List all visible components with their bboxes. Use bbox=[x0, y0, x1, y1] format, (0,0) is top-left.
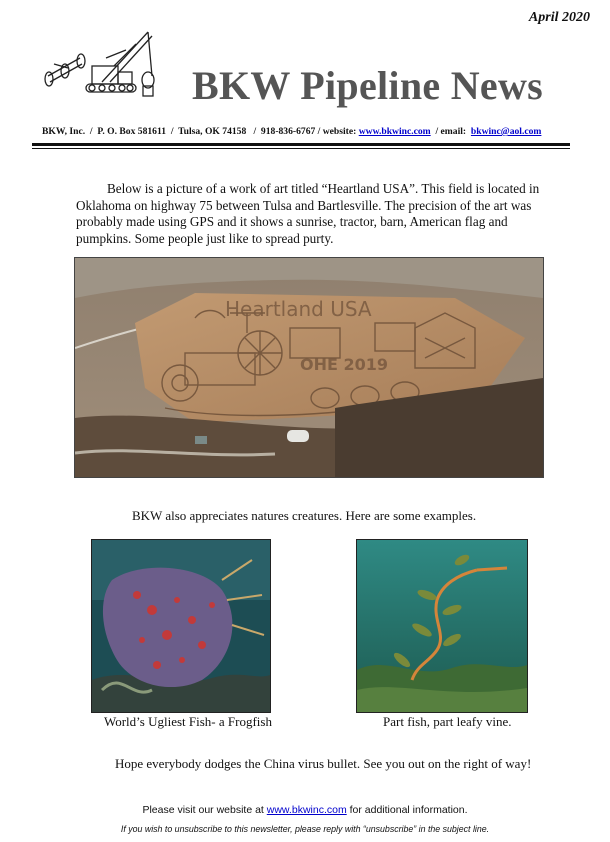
seadragon-caption: Part fish, part leafy vine. bbox=[383, 714, 512, 729]
closing-sentence: Hope everybody dodges the China virus bullet. See you out on the right of way! bbox=[115, 756, 532, 771]
frogfish-caption: World’s Ugliest Fish- a Frogfish bbox=[104, 714, 272, 729]
footer-visit-line bbox=[0, 804, 610, 816]
aerial-field-illustration bbox=[75, 258, 543, 477]
header-rule-thin bbox=[32, 148, 570, 149]
date: April 2020 bbox=[528, 10, 590, 25]
heartland-usa-aerial-photo bbox=[74, 257, 544, 478]
contact-email-label: / email: bbox=[430, 126, 471, 137]
intro-paragraph bbox=[76, 181, 554, 247]
frogfish-photo bbox=[91, 539, 271, 713]
nature-sentence: BKW also appreciates natures creatures. Here are some examples. bbox=[132, 508, 477, 523]
leafy-seadragon-photo bbox=[356, 539, 528, 713]
footer-unsubscribe-note: If you wish to unsubscribe to this newsletter, please reply with “unsubscribe” in the subject line. bbox=[120, 824, 490, 834]
contact-line bbox=[42, 126, 541, 137]
contact-address: BKW, Inc. / P. O. Box 581611 / Tulsa, OK 74158 / 918-836-6767 / website: bbox=[42, 126, 359, 137]
footer-visit-prefix: Please visit our website at bbox=[142, 804, 267, 816]
footer-website-link[interactable]: www.bkwinc.com bbox=[266, 804, 347, 816]
crane-logo-icon bbox=[40, 28, 158, 104]
footer-visit-suffix: for additional information. bbox=[346, 804, 468, 816]
frogfish-illustration bbox=[92, 540, 270, 712]
intro-text: Below is a picture of a work of art titled “Heartland USA”. This field is located in Oklahoma on highway 75 between Tulsa and Bartlesville. The precision of the art was probably made using GPS and it shows a sunrise, tractor, barn, American flag and pumpkins. Some people just like to spread purty. bbox=[76, 181, 540, 246]
email-link[interactable]: bkwinc@aol.com bbox=[470, 126, 542, 137]
website-link[interactable]: www.bkwinc.com bbox=[358, 126, 431, 137]
field-text-ohe: OHE 2019 bbox=[300, 355, 389, 374]
field-text-heartland: Heartland USA bbox=[225, 297, 372, 321]
header-rule-thick bbox=[32, 143, 570, 146]
seadragon-illustration bbox=[357, 540, 527, 712]
page-title: BKW Pipeline News bbox=[192, 63, 544, 108]
